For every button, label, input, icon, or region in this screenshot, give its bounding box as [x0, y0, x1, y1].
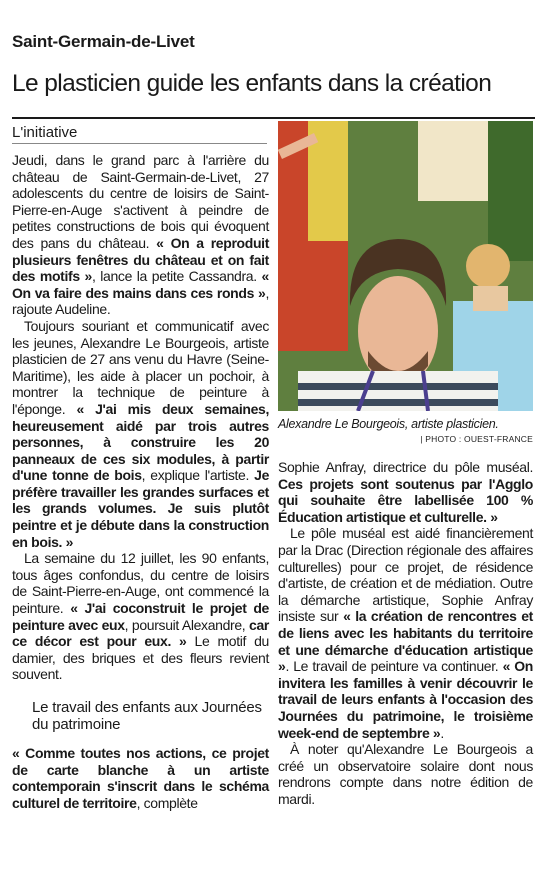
article-photo	[278, 121, 533, 411]
quote-run: Ces projets sont soutenus par l'Agglo qui souhaite être labellisée 100 % Éducation artistique et culturelle. »	[278, 475, 533, 525]
text-run: La semaine du 12 juillet, les 90 enfants, tous âges confondus, du centre de loisirs de Saint-Pierre-en-Auge, ont commencé la peinture.	[12, 550, 269, 617]
paragraph-artist	[12, 318, 269, 550]
quote-run: car ce décor est pour eux. »	[12, 616, 269, 650]
text-run: À noter qu'Alexandre Le Bourgeois a créé un observatoire solaire dont nous rendrons compte dans notre édition de mardi.	[278, 741, 533, 807]
headline-rule	[12, 117, 535, 119]
paragraph-observatory	[278, 741, 533, 807]
text-run: Le pôle muséal est aidé financièrement par la Drac (Direction régionale des affaires culturelles) pour ce projet, de résidence d'artiste, de création et de médiation. Outre la démarche artistique, Sophie Anfray insiste sur	[278, 525, 533, 625]
quote-run: « J'ai mis deux semaines, heureusement aidé par trois autres personnes, à construire les 20 panneaux de ces six modules, à partir d'une tonne de bois	[12, 400, 269, 484]
paragraph-week	[12, 550, 269, 683]
caption-text: Alexandre Le Bourgeois, artiste plasticien.	[278, 417, 499, 431]
paragraph-quote	[12, 745, 269, 811]
text-run: . Le travail de peinture va continuer.	[285, 658, 503, 675]
paragraph-funding	[278, 525, 533, 741]
artist-portrait-photo	[278, 121, 533, 411]
town-name: Saint-Germain-de-Livet	[12, 32, 195, 51]
paragraph-intro	[12, 152, 269, 318]
text-run: Sophie Anfray, directrice du pôle muséal.	[278, 459, 533, 475]
text-run: Toujours souriant et communicatif avec les jeunes, Alexandre Le Bourgeois, artiste plasticien de 27 ans venu du Havre (Seine-Maritime), les aide à placer un pochoir, à montrer la technique de peinture à l'éponge.	[12, 317, 269, 417]
photo-caption	[278, 416, 533, 433]
text-run: , rajoute Audeline.	[12, 284, 269, 318]
text-run: , poursuit Alexandre,	[124, 616, 250, 633]
section-kicker: L'initiative	[12, 124, 267, 144]
quote-run: « On a reproduit plusieurs fenêtres du château et on fait des motifs »	[12, 234, 270, 285]
article-column-right	[278, 459, 533, 807]
article-column-left	[12, 152, 269, 811]
quote-run: « J'ai coconstruit le projet de peinture avec eux	[12, 600, 269, 633]
article-headline: Le plasticien guide les enfants dans la création	[12, 70, 492, 97]
photo-credit: | PHOTO : OUEST-FRANCE	[420, 434, 533, 444]
text-run: Jeudi, dans le grand parc à l'arrière du château de Saint-Germain-de-Livet, 27 adolescents du centre de loisirs de Saint-Pierre-en-Auge s'activent à peindre de petites constructions de bois qui évoquent des pans du château.	[12, 152, 269, 251]
text-run: , explique l'artiste.	[141, 467, 255, 484]
quote-run: « On invitera les familles à venir découvrir le travail de leurs enfants à l'occasion des Journées du patrimoine, le troisième week-end de septembre »	[278, 658, 534, 741]
article-subheading: Le travail des enfants aux Journées du patrimoine	[32, 699, 262, 733]
quote-run: « On va faire des mains dans ces ronds »	[12, 268, 269, 301]
text-run: .	[440, 724, 444, 741]
text-run: , lance la petite Cassandra.	[91, 268, 262, 285]
text-run: Le motif du damier, des briques et des fleurs revient souvent.	[12, 633, 269, 683]
paragraph-director	[278, 459, 533, 525]
quote-run: « la création de rencontres et de liens avec les habitants du territoire et une démarche d'éducation artistique »	[278, 608, 533, 675]
quote-run: Je préfère travailler les grandes surfaces et les grands volumes. Je suis plutôt peintre et je débute dans la construction en bois. »	[12, 467, 270, 550]
quote-run: « Comme toutes nos actions, ce projet de carte blanche à un artiste contemporain s'inscrit dans le schéma culturel de territoire	[12, 745, 269, 811]
text-run: , complète	[136, 794, 198, 811]
